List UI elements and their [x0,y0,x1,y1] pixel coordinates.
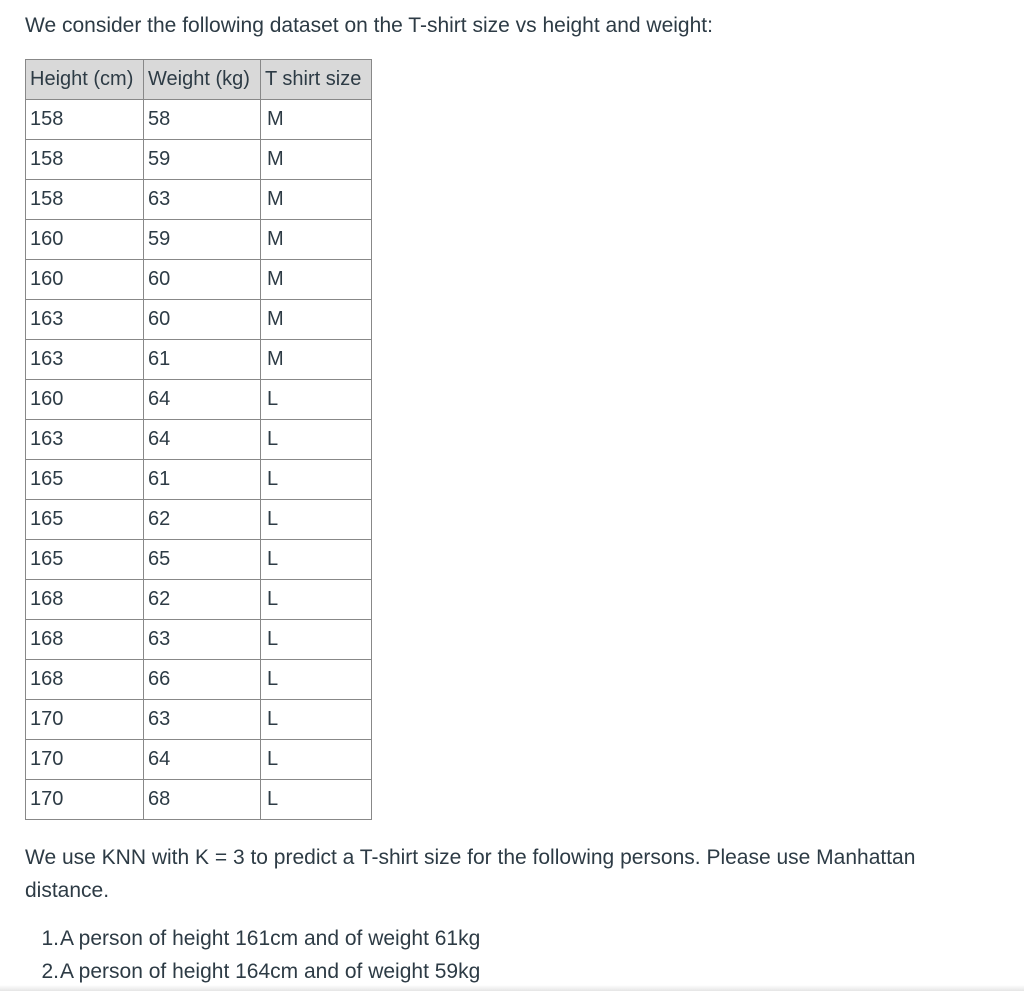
table-row [26,260,372,300]
question-text: A person of height 161cm and of weight 61kg [60,927,481,950]
table-row [26,500,372,540]
question-number: 2. [41,960,59,983]
table-row [26,420,372,460]
height-cell: 160 [26,220,144,260]
height-cell: 170 [26,780,144,820]
weight-cell: 63 [144,700,261,740]
weight-cell: 65 [144,540,261,580]
height-cell: 160 [26,260,144,300]
weight-cell: 62 [144,500,261,540]
tshirt-data-table [25,59,372,820]
weight-cell: 59 [144,220,261,260]
table-row [26,100,372,140]
question-item [25,922,480,955]
weight-cell: 63 [144,620,261,660]
weight-cell: 61 [144,460,261,500]
size-cell: L [261,420,372,460]
weight-cell: 59 [144,140,261,180]
knn-instructions: We use KNN with K = 3 to predict a T-shirt size for the following persons. Please use Manhattan distance. [25,846,916,902]
table-row [26,620,372,660]
table-row [26,340,372,380]
height-cell: 158 [26,100,144,140]
size-cell: L [261,380,372,420]
size-cell: L [261,620,372,660]
weight-cell: 63 [144,180,261,220]
intro-text: We consider the following dataset on the T-shirt size vs height and weight: [25,14,713,37]
size-cell: L [261,460,372,500]
height-cell: 168 [26,580,144,620]
table-row [26,180,372,220]
table-row [26,460,372,500]
size-cell: L [261,660,372,700]
size-cell: L [261,740,372,780]
question-list [25,922,480,988]
height-cell: 163 [26,340,144,380]
table-row [26,740,372,780]
table-row [26,140,372,180]
column-header-size: T shirt size [261,60,372,100]
table-row [26,220,372,260]
height-cell: 170 [26,700,144,740]
height-cell: 165 [26,540,144,580]
bottom-edge-shadow [0,985,1024,991]
height-cell: 163 [26,300,144,340]
height-cell: 165 [26,500,144,540]
table-row [26,380,372,420]
height-cell: 160 [26,380,144,420]
height-cell: 158 [26,180,144,220]
weight-cell: 61 [144,340,261,380]
column-header-weight: Weight (kg) [144,60,261,100]
table-row [26,580,372,620]
question-number: 1. [41,927,59,950]
size-cell: M [261,100,372,140]
weight-cell: 68 [144,780,261,820]
height-cell: 168 [26,620,144,660]
table-row [26,660,372,700]
weight-cell: 62 [144,580,261,620]
size-cell: M [261,220,372,260]
height-cell: 170 [26,740,144,780]
height-cell: 168 [26,660,144,700]
size-cell: M [261,260,372,300]
size-cell: M [261,180,372,220]
size-cell: L [261,780,372,820]
table-row [26,700,372,740]
size-cell: M [261,140,372,180]
height-cell: 163 [26,420,144,460]
weight-cell: 64 [144,420,261,460]
table-row [26,780,372,820]
table-row [26,540,372,580]
weight-cell: 64 [144,380,261,420]
height-cell: 158 [26,140,144,180]
weight-cell: 60 [144,300,261,340]
column-header-height: Height (cm) [26,60,144,100]
height-cell: 165 [26,460,144,500]
size-cell: M [261,340,372,380]
weight-cell: 58 [144,100,261,140]
size-cell: L [261,500,372,540]
size-cell: L [261,580,372,620]
size-cell: M [261,300,372,340]
weight-cell: 60 [144,260,261,300]
weight-cell: 66 [144,660,261,700]
weight-cell: 64 [144,740,261,780]
table-row [26,300,372,340]
size-cell: L [261,700,372,740]
question-text: A person of height 164cm and of weight 59kg [60,960,481,983]
question-item [25,955,480,988]
size-cell: L [261,540,372,580]
table-header-row [26,60,372,100]
